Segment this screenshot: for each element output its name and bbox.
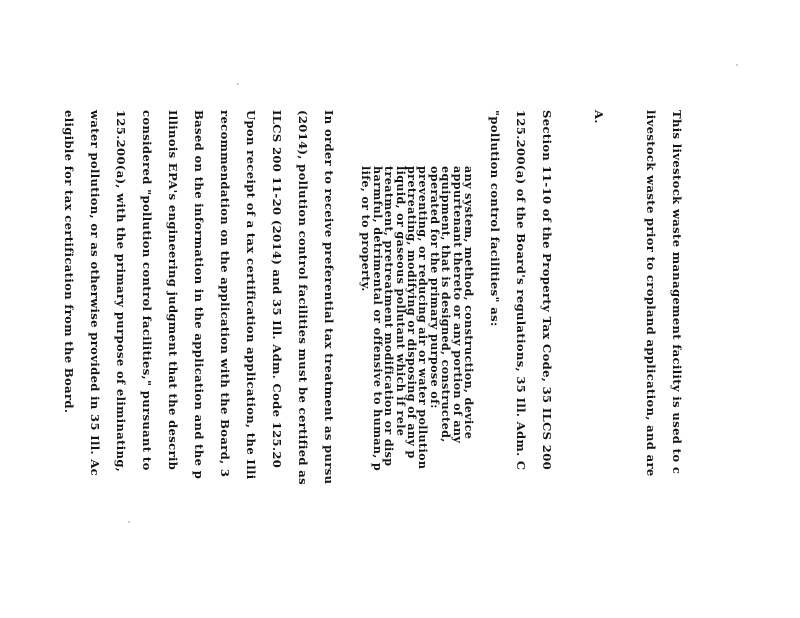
body-line: Based on the information in the application and the p xyxy=(192,110,207,480)
quote-line: operated for the primary purpose of: xyxy=(427,166,442,409)
quote-line: preventing, or reducing air or water pollution xyxy=(416,166,431,470)
body-line: Upon receipt of a tax certification application, the Illi xyxy=(244,110,259,480)
body-line: considered "pollution control facilities," pursuant to xyxy=(140,110,155,471)
block-quote xyxy=(360,110,474,618)
scan-speck xyxy=(736,64,738,66)
body-line: 125.200(a) of the Board's regulations, 35 Ill. Adm. C xyxy=(514,110,528,471)
body-line: 125.200(a), with the primary purpose of eliminating, xyxy=(114,110,129,473)
quote-line: any system, method, construction, device xyxy=(462,166,476,440)
body-line: livestock waste prior to cropland application, and are xyxy=(644,110,658,477)
quote-line: harmful, detrimental or offensive to human, p xyxy=(370,166,385,472)
section-marker: A. xyxy=(592,110,606,124)
quote-line: liquid, or gaseous pollutant which if rele xyxy=(393,166,408,437)
quote-line: life, or to property. xyxy=(359,166,374,292)
body-line: (2014), pollution control facilities must be certified as xyxy=(296,110,311,486)
body-line: ILCS 200 11-20 (2014) and 35 Ill. Adm. Code 125.20 xyxy=(270,110,285,469)
scan-speck xyxy=(237,83,239,85)
rotated-text-block xyxy=(62,110,690,618)
body-line: recommendation on the application with the Board, 3 xyxy=(218,110,233,478)
body-line: Section 11-10 of the Property Tax Code, 35 ILCS 200 xyxy=(540,110,554,471)
body-line: This livestock waste management facility is used to c xyxy=(670,110,684,475)
body-line: eligible for tax certification from the Board. xyxy=(62,110,77,414)
quote-line: pretreating, modifying or disposing of any p xyxy=(405,166,420,459)
body-line: Illinois EPA's engineering judgment that the describ xyxy=(166,110,181,471)
quote-line: appurtenant thereto or any portion of any xyxy=(450,166,465,444)
scan-speck xyxy=(128,521,130,523)
body-line: In order to receive preferential tax treatment as pursu xyxy=(322,110,337,485)
body-line: "pollution control facilities" as: xyxy=(488,110,502,327)
body-line: water pollution, or as otherwise provided in 35 Ill. Ac xyxy=(88,110,103,477)
quote-line: treatment, pretreatment modification or disp xyxy=(382,166,397,467)
quote-line: equipment, that is designed, constructed, xyxy=(439,166,454,443)
